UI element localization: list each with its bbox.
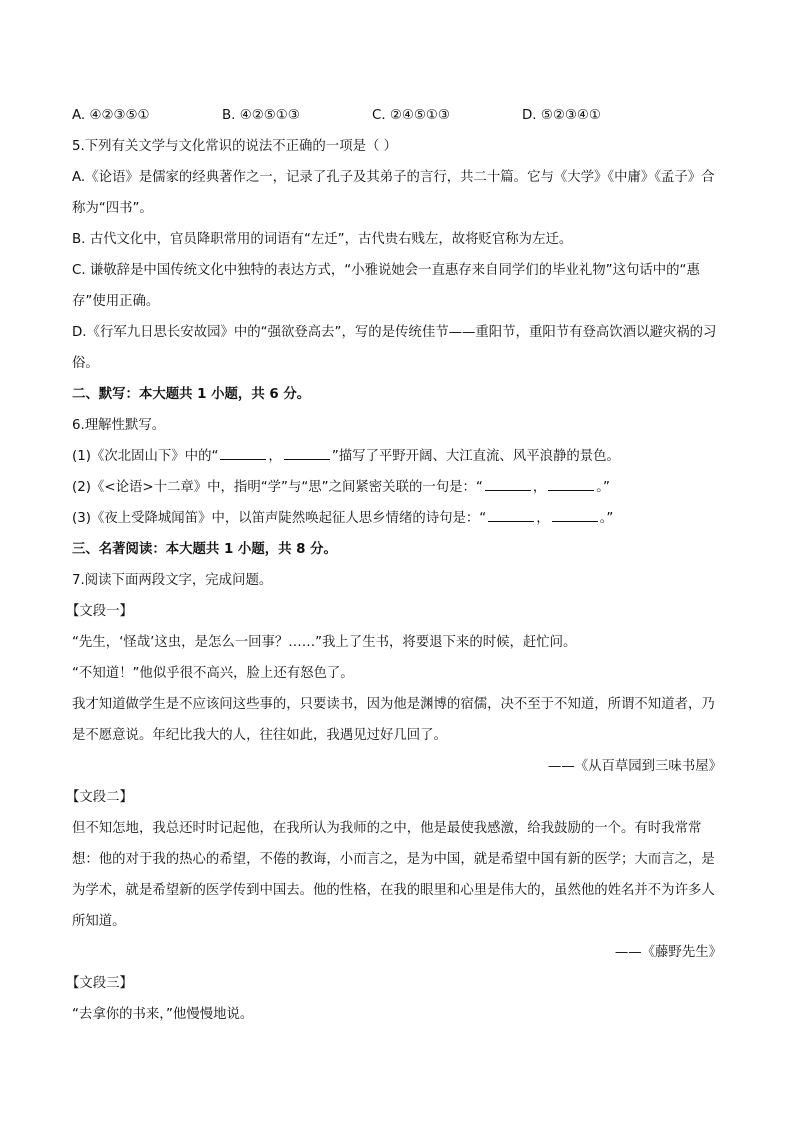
q6-item-2-blank-1[interactable] [485,477,531,491]
q6-item-3-blank-2[interactable] [552,508,598,522]
passage-1-title: 【文段一】 [66,604,133,619]
q5-option-c[interactable]: C. 谦敬辞是中国传统文化中独特的表达方式，“小雅说她会一直惠存来自同学们的毕业礼物”这句话中的“惠存”使用正确。 [72,263,700,309]
passage-3-line-1: “去拿你的书来，”他慢慢地说。 [72,1007,254,1022]
passage-3-title: 【文段三】 [66,976,133,991]
q6-stem: 6.理解性默写。 [72,418,166,433]
q5-stem: 5.下列有关文学与文化常识的说法不正确的一项是（ ） [72,139,398,154]
q6-item-2-suffix: 。” [596,480,610,495]
q5-option-b[interactable]: B. 古代文化中，官员降职常用的词语有“左迁”，古代贵右贱左，故将贬官称为左迁。 [72,232,573,247]
q6-item-1-blank-1[interactable] [220,446,266,460]
q5-option-a[interactable]: A.《论语》是儒家的经典著作之一，记录了孔子及其弟子的言行，共二十篇。它与《大学》《中庸》《孟子》合称为“四书”。 [72,170,715,216]
q6-item-1 [72,441,722,472]
q6-item-3-blank-1[interactable] [488,508,534,522]
q7-stem: 7.阅读下面两段文字，完成问题。 [72,573,273,588]
section-2-heading: 二、默写：本大题共 1 小题，共 6 分。 [72,387,311,402]
q4-option-c[interactable]: C. ②④⑤①③ [372,108,450,123]
q6-item-3-suffix: 。” [599,511,614,526]
document-page [66,100,722,1030]
passage-2-title: 【文段二】 [66,790,133,805]
q4-option-d[interactable]: D. ⑤②③④① [522,108,601,123]
q6-item-1-prefix: (1)《次北固山下》中的“ [72,449,219,464]
q6-item-3-sep: ， [536,511,550,526]
q6-item-1-suffix: ”描写了平野开阔、大江直流、风平浪静的景色。 [331,449,620,464]
passage-2-text: 但不知怎地，我总还时时记起他，在我所认为我师的之中，他是最使我感激，给我鼓励的一个。有时我常常想：他的对于我的热心的希望，不倦的教诲，小而言之，是为中国，就是希望中国有新的医学；大而言之，是为学术，就是希望新的医学传到中国去。他的性格，在我的眼里和心里是伟大的，虽然他的姓名并不为许多人所知道。 [72,821,715,929]
passage-1-line-2: “不知道！”他似乎很不高兴，脸上还有怒色了。 [72,666,354,681]
section-3-heading: 三、名著阅读：本大题共 1 小题，共 8 分。 [72,542,337,557]
q4-option-a[interactable]: A. ④②③⑤① [72,108,150,123]
q6-item-3 [72,503,722,534]
q6-item-2-prefix: (2)《<论语>十二章》中，指明“学”与“思”之间紧密关联的一句是：“ [72,480,483,495]
passage-1-line-1: “先生，‘怪哉’这虫，是怎么一回事？……”我上了生书，将要退下来的时候，赶忙问。 [72,635,577,650]
q6-item-1-sep: ， [268,449,282,464]
q5-option-d[interactable]: D.《行军九日思长安故园》中的“强欲登高去”，写的是传统佳节——重阳节，重阳节有登高饮酒以避灾祸的习俗。 [72,325,717,371]
q4-options [72,100,722,131]
passage-1-source: ——《从百草园到三味书屋》 [547,759,722,774]
q6-item-2-blank-2[interactable] [548,477,594,491]
q6-item-1-blank-2[interactable] [284,446,330,460]
q6-item-2-sep: ， [532,480,547,495]
q6-item-3-prefix: (3)《夜上受降城闻笛》中，以笛声陡然唤起征人思乡情绪的诗句是：“ [72,511,487,526]
q6-item-2 [72,472,722,503]
passage-2-source: ——《藤野先生》 [614,945,722,960]
passage-1-line-3: 我才知道做学生是不应该问这些事的，只要读书，因为他是渊博的宿儒，决不至于不知道，所谓不知道者，乃是不愿意说。年纪比我大的人，往往如此，我遇见过好几回了。 [72,697,715,743]
q4-option-b[interactable]: B. ④②⑤①③ [222,108,300,123]
